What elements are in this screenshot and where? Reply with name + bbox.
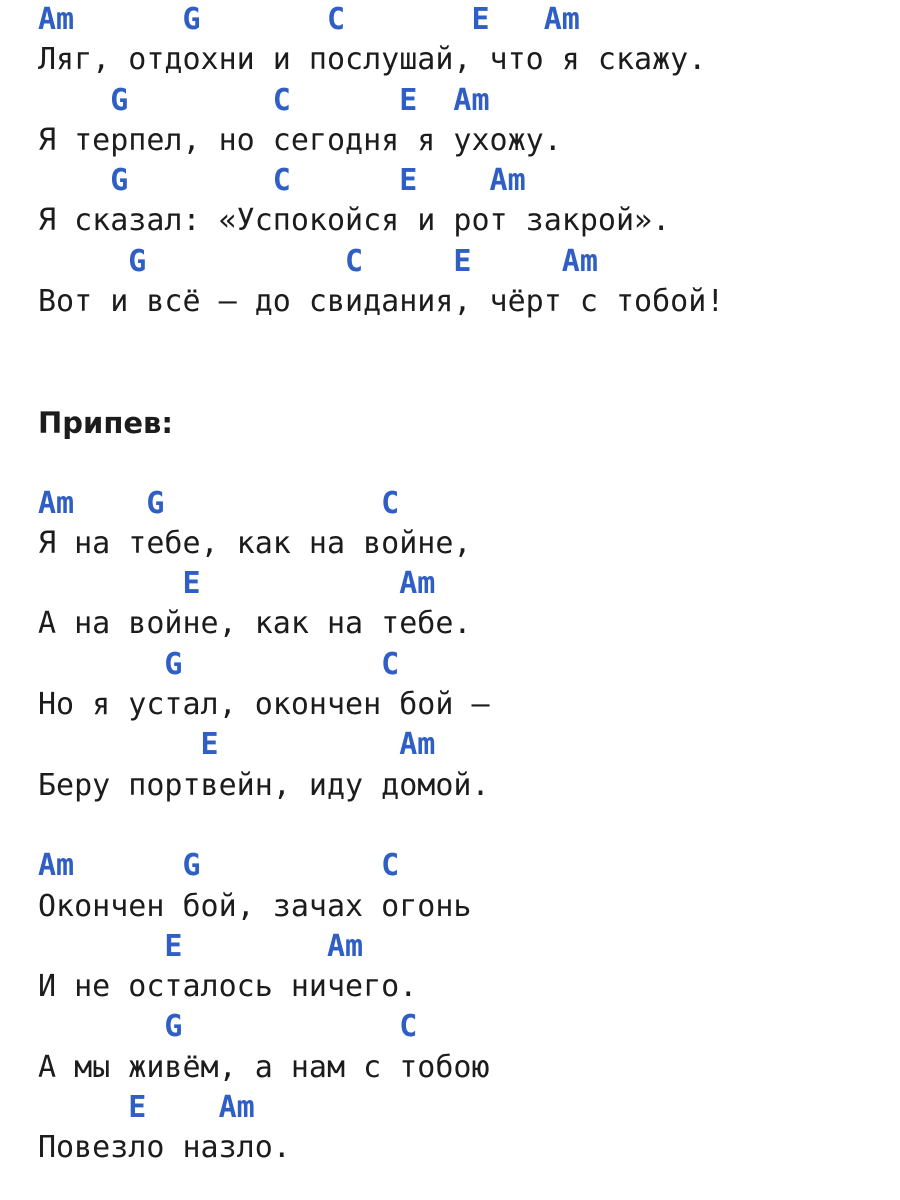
lyric-line: Я терпел, но сегодня я ухожу. — [38, 122, 562, 158]
lyric-line: И не осталось ничего. — [38, 969, 418, 1005]
spacer — [38, 806, 888, 846]
lyric-line: А на войне, как на тебе. — [38, 606, 472, 642]
lyric-line: Беру портвейн, иду домой. — [38, 767, 490, 803]
spacer — [38, 363, 888, 403]
chorus-heading: Припев: — [38, 405, 174, 440]
spacer — [38, 443, 888, 483]
chord-line: G C — [38, 1009, 418, 1045]
chord-sheet — [38, 0, 888, 1169]
chord-line: Am G C E Am — [38, 2, 580, 37]
chord-line: E Am — [38, 928, 364, 964]
chord-line: G C E Am — [38, 82, 490, 118]
chord-line: E Am — [38, 566, 436, 602]
chord-line: G C — [38, 646, 400, 682]
chord-line: Am G C — [38, 848, 400, 884]
lyric-line: Но я устал, окончен бой — — [38, 687, 490, 723]
chord-line: Am G C — [38, 485, 400, 521]
verse-block — [38, 0, 888, 322]
lyric-line: Вот и всё — до свидания, чёрт с тобой! — [38, 284, 725, 320]
lyric-line: Повезло назло. — [38, 1130, 291, 1166]
lyric-line: Ляг, отдохни и послушай, что я скажу. — [38, 42, 707, 78]
chorus-block-1 — [38, 484, 888, 806]
lyric-line: Я сказал: «Успокойся и рот закрой». — [38, 203, 671, 239]
lyric-line: Я на тебе, как на войне, — [38, 525, 472, 561]
chord-line: E Am — [38, 727, 436, 763]
lyric-line: А мы живём, а нам с тобою — [38, 1049, 490, 1085]
lyric-line: Окончен бой, зачах огонь — [38, 888, 472, 924]
chord-line: G C E Am — [38, 243, 598, 279]
chorus-block-2 — [38, 846, 888, 1168]
spacer — [38, 322, 888, 362]
chord-line: E Am — [38, 1090, 255, 1126]
chord-line: G C E Am — [38, 163, 526, 199]
